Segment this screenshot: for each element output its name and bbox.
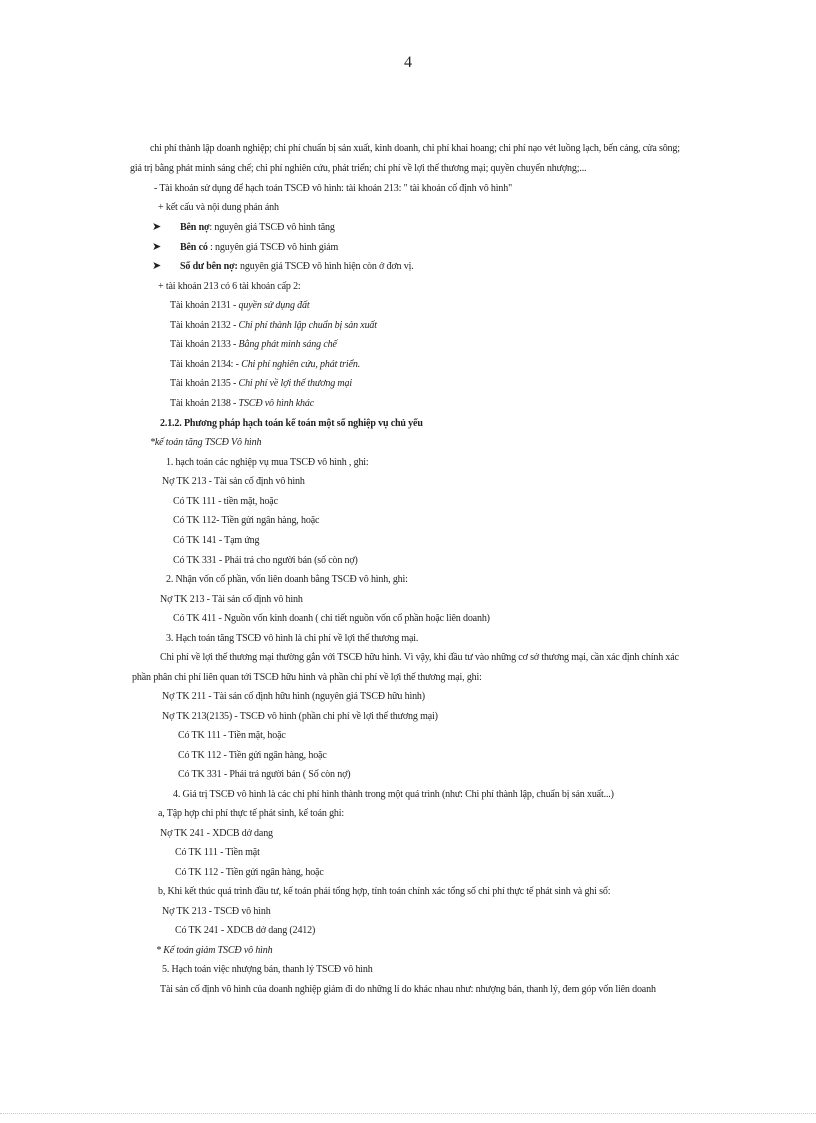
- text-line: Có TK 112 - Tiền gửi ngân hàng, hoặc: [175, 867, 324, 878]
- label-rest: nguyên giá TSCĐ vô hình hiện còn ở đơn vị.: [237, 261, 414, 272]
- arrow-bullet-icon: ➤: [152, 241, 162, 253]
- account-name: Bằng phát minh sáng chế: [238, 339, 337, 350]
- account-code: Tài khoản 2131 -: [170, 300, 239, 311]
- text-line: + tài khoản 213 có 6 tài khoản cấp 2:: [158, 281, 301, 292]
- text-line: [170, 300, 310, 312]
- label-bold: Bên nợ: [180, 222, 210, 233]
- account-code: Tài khoản 2133 -: [170, 339, 239, 350]
- label-rest: : nguyên giá TSCĐ vô hình giảm: [207, 242, 339, 253]
- account-code: Tài khoản 2138 -: [170, 398, 239, 409]
- text-line: [170, 320, 377, 332]
- text-line: Có TK 141 - Tạm ứng: [173, 535, 260, 546]
- page-bottom-divider: [0, 1113, 816, 1114]
- text-line: Nợ TK 213(2135) - TSCĐ vô hình (phần chi phí về lợi thế thương mại): [162, 711, 438, 722]
- text-line: Nợ TK 241 - XDCB dở dang: [160, 828, 273, 839]
- account-name: TSCĐ vô hình khác: [238, 398, 315, 409]
- section-heading: 2.1.2. Phương pháp hạch toán kế toán một số nghiệp vụ chủ yếu: [160, 418, 423, 429]
- label-bold: Bên có: [180, 242, 208, 253]
- text-line: b, Khi kết thúc quá trình đầu tư, kế toán phải tổng hợp, tính toán chính xác tổng số chi phí thực tế phát sinh và ghi sổ:: [158, 886, 611, 897]
- text-line: [170, 339, 337, 351]
- text-line: Nợ TK 213 - Tài sản cố định vô hình: [162, 476, 305, 487]
- account-code: Tài khoản 2135 -: [170, 378, 239, 389]
- label-bold: Số dư bên nợ:: [180, 261, 238, 272]
- text-line: Có TK 241 - XDCB dở dang (2412): [175, 925, 316, 936]
- text-line: chi phí thành lập doanh nghiệp; chi phí chuẩn bị sản xuất, kinh doanh, chi phí khai hoang; chi phí nạo vét luồng lạch, bến cảng, cửa sông;: [150, 143, 680, 154]
- text-line: giá trị bằng phát minh sáng chế; chi phí nghiên cứu, phát triển; chi phí về lợi thế thương mại; quyền chuyển nhượng;...: [130, 163, 587, 174]
- text-line: 4. Giá trị TSCĐ vô hình là các chi phí hình thành trong một quá trình (như: Chi phí thành lập, chuẩn bị sản xuất...): [173, 789, 614, 800]
- text-line: 5. Hạch toán việc nhượng bán, thanh lý TSCĐ vô hình: [162, 964, 373, 975]
- account-code: Tài khoản 2134: -: [170, 359, 242, 370]
- text-line: Có TK 111 - tiền mặt, hoặc: [173, 496, 278, 507]
- text-line: [180, 261, 414, 273]
- text-line: 2. Nhận vốn cổ phần, vốn liên doanh bằng TSCĐ vô hình, ghi:: [166, 574, 408, 585]
- text-line: Tài sản cố định vô hình của doanh nghiệp giảm đi do những lí do khác nhau như: nhượng bán, thanh lý, đem góp vốn liên doanh: [160, 984, 656, 995]
- text-line: Có TK 112 - Tiền gửi ngân hàng, hoặc: [178, 750, 327, 761]
- text-line: Nợ TK 213 - Tài sản cố định vô hình: [160, 594, 303, 605]
- text-line: 1. hạch toán các nghiệp vụ mua TSCĐ vô hình , ghi:: [166, 457, 369, 468]
- text-line: Có TK 411 - Nguồn vốn kinh doanh ( chi tiết nguồn vốn cổ phần hoặc liên doanh): [173, 613, 490, 624]
- text-line: [170, 398, 314, 410]
- text-line: Có TK 331 - Phải trả cho người bán (số còn nợ): [173, 555, 358, 566]
- text-line: 3. Hạch toán tăng TSCĐ vô hình là chi phí về lợi thế thương mại.: [166, 633, 419, 644]
- text-line: Có TK 331 - Phải trả người bán ( Số còn nợ): [178, 769, 351, 780]
- text-line: Có TK 111 - Tiền mặt: [175, 847, 260, 858]
- text-line: [170, 378, 352, 390]
- account-name: Chi phí về lợi thế thương mại: [238, 378, 352, 389]
- label-rest: : nguyên giá TSCĐ vô hình tăng: [209, 222, 335, 233]
- account-code: Tài khoản 2132 -: [170, 320, 239, 331]
- text-line: [180, 242, 338, 254]
- text-line: Có TK 112- Tiền gửi ngân hàng, hoặc: [173, 515, 320, 526]
- text-line: a, Tập hợp chi phí thực tế phát sinh, kế toán ghi:: [158, 808, 345, 819]
- text-line: [180, 222, 335, 234]
- subsection-heading: *kế toán tăng TSCĐ Vô hình: [150, 437, 262, 448]
- text-line: + kết cấu và nội dung phản ánh: [158, 202, 279, 213]
- account-name: Chi phí nghiên cứu, phát triển.: [241, 359, 361, 370]
- text-line: Chi phí về lợi thế thương mại thường gắn với TSCĐ hữu hình. Vì vậy, khi đầu tư vào những cơ sở thương mại, cần xác định chính xác: [160, 652, 679, 663]
- text-line: phần phân chi phí liên quan tới TSCĐ hữu hình và phần chi phí về lợi thế thương mại, ghi:: [132, 672, 482, 683]
- subsection-heading: * Kế toán giảm TSCĐ vô hình: [156, 945, 273, 956]
- arrow-bullet-icon: ➤: [152, 221, 162, 233]
- text-line: Nợ TK 211 - Tài sản cố định hữu hình (nguyên giá TSCĐ hữu hình): [162, 691, 425, 702]
- account-name: Chi phí thành lập chuẩn bị sản xuất: [238, 320, 377, 331]
- page-number: 4: [404, 54, 412, 71]
- account-name: quyền sử dụng đất: [238, 300, 310, 311]
- arrow-bullet-icon: ➤: [152, 260, 162, 272]
- text-line: Có TK 111 - Tiền mặt, hoặc: [178, 730, 286, 741]
- text-line: [170, 359, 360, 371]
- text-line: - Tài khoản sử dụng để hạch toán TSCĐ vô hình: tài khoản 213: " tài khoản cố định vô hình": [154, 183, 512, 194]
- text-line: Nợ TK 213 - TSCĐ vô hình: [162, 906, 271, 917]
